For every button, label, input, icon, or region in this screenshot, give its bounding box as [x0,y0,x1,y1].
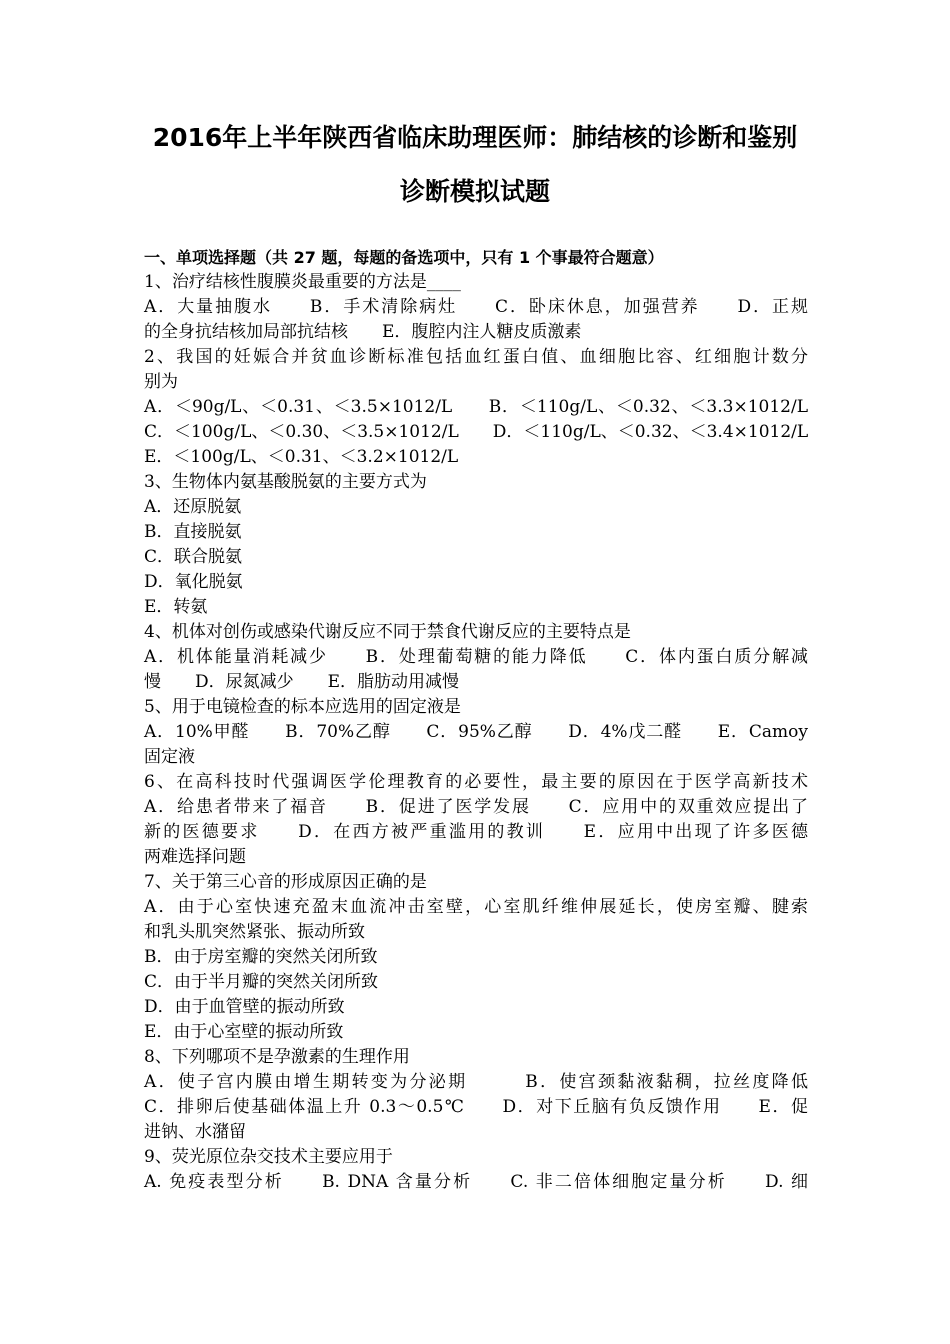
option-line: A．大量抽腹水 B．手术清除病灶 C．卧床休息，加强营养 D．正规 [144,297,808,317]
option-line: A．给患者带来了福音 B．促进了医学发展 C．应用中的双重效应提出了 [144,797,808,817]
question-line: 4、机体对创伤或感染代谢反应不同于禁食代谢反应的主要特点是 [144,622,631,642]
option-line: B．直接脱氨 [144,522,242,542]
question-line: 9、荧光原位杂交技术主要应用于 [144,1147,393,1167]
option-line: C．联合脱氨 [144,547,243,567]
question-line: 3、生物体内氨基酸脱氨的主要方式为 [144,472,427,492]
question-line: 5、用于电镜检查的标本应选用的固定液是 [144,697,461,717]
option-line: A．还原脱氨 [144,497,242,517]
option-line: B．由于房室瓣的突然关闭所致 [144,947,378,967]
question-line: 1、治疗结核性腹膜炎最重要的方法是____ [144,272,461,292]
document-title-line-1: 2016年上半年陕西省临床助理医师：肺结核的诊断和鉴别 [152,123,798,152]
question-line: 别为 [144,372,178,392]
section-heading: 一、单项选择题（共 27 题，每题的备选项中，只有 1 个事最符合题意） [144,248,664,267]
question-line: 6、在高科技时代强调医学伦理教育的必要性，最主要的原因在于医学高新技术 [144,772,808,792]
document-title-line-2: 诊断模拟试题 [399,177,550,206]
option-line: D．由于血管壁的振动所致 [144,997,345,1017]
question-line: 7、关于第三心音的形成原因正确的是 [144,872,427,892]
document-body [144,245,808,1195]
option-line: 的全身抗结核加局部抗结核 E．腹腔内注人糖皮质激素 [144,322,582,342]
option-line: A．由于心室快速充盈末血流冲击室壁，心室肌纤维伸展延长，使房室瓣、腱索 [144,897,808,917]
question-line: 8、下列哪项不是孕激素的生理作用 [144,1047,410,1067]
option-line: 新的医德要求 D．在西方被严重滥用的教训 E．应用中出现了许多医德 [144,822,808,842]
question-line: 2、我国的妊娠合并贫血诊断标准包括血红蛋白值、血细胞比容、红细胞计数分 [144,347,808,367]
option-line: A．使子宫内膜由增生期转变为分泌期 B．使宫颈黏液黏稠，拉丝度降低 [144,1072,808,1092]
option-line: 进钠、水潴留 [144,1122,246,1142]
option-line: C．由于半月瓣的突然关闭所致 [144,972,379,992]
option-line: 固定液 [144,747,195,767]
option-line: 慢 D．尿氮减少 E．脂肪动用减慢 [144,672,460,692]
option-line: A. 免疫表型分析 B. DNA 含量分析 C. 非二倍体细胞定量分析 D. 细 [144,1172,808,1192]
option-line: E．由于心室壁的振动所致 [144,1022,344,1042]
option-line: E．转氨 [144,597,208,617]
option-line: A．＜90g/L、＜0.31、＜3.5×1012/L B．＜110g/L、＜0.32、＜3.3×1012/L [144,397,808,417]
option-line: 两难选择问题 [144,847,246,867]
option-line: C．排卵后使基础体温上升 0.3～0.5℃ D．对下丘脑有负反馈作用 E．促 [144,1097,808,1117]
option-line: A．10%甲醛 B．70%乙醇 C．95%乙醇 D．4%戊二醛 E．Camoy [144,722,808,742]
option-line: A．机体能量消耗减少 B．处理葡萄糖的能力降低 C．体内蛋白质分解减 [144,647,808,667]
option-line: D．氧化脱氨 [144,572,243,592]
option-line: 和乳头肌突然紧张、振动所致 [144,922,365,942]
option-line: E．＜100g/L、＜0.31、＜3.2×1012/L [144,447,459,467]
option-line: C．＜100g/L、＜0.30、＜3.5×1012/L D．＜110g/L、＜0.32、＜3.4×1012/L [144,422,809,442]
